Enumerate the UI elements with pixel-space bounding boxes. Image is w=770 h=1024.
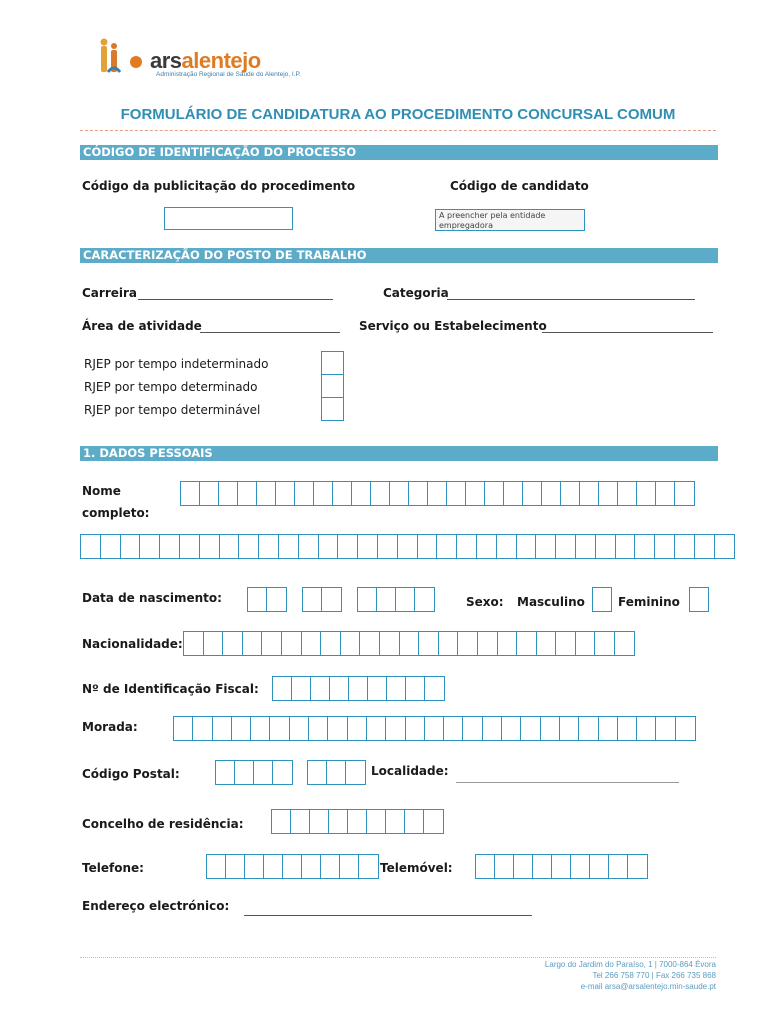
char-cell[interactable] xyxy=(215,760,236,785)
char-cell[interactable] xyxy=(497,631,518,656)
birth-day-cells[interactable] xyxy=(247,587,285,612)
char-cell[interactable] xyxy=(414,587,435,612)
char-cell[interactable] xyxy=(589,854,610,879)
char-cell[interactable] xyxy=(443,716,464,741)
char-cell[interactable] xyxy=(222,631,243,656)
char-cell[interactable] xyxy=(219,534,240,559)
char-cell[interactable] xyxy=(438,631,459,656)
footer-contacts xyxy=(545,959,716,992)
char-cell[interactable] xyxy=(714,534,735,559)
char-cell[interactable] xyxy=(408,481,429,506)
char-cell[interactable] xyxy=(462,716,483,741)
char-cell[interactable] xyxy=(476,534,497,559)
char-cell[interactable] xyxy=(446,481,467,506)
char-cell[interactable] xyxy=(614,631,635,656)
char-cell[interactable] xyxy=(278,534,299,559)
char-cell[interactable] xyxy=(617,716,638,741)
nacionalidade-cells[interactable] xyxy=(183,631,634,656)
char-cell[interactable] xyxy=(636,481,657,506)
char-cell[interactable] xyxy=(347,809,368,834)
char-cell[interactable] xyxy=(318,534,339,559)
char-cell[interactable] xyxy=(540,716,561,741)
birth-date-label: Data de nascimento: xyxy=(82,591,222,605)
char-cell[interactable] xyxy=(389,481,410,506)
char-cell[interactable] xyxy=(513,854,534,879)
char-cell[interactable] xyxy=(405,676,426,701)
char-cell[interactable] xyxy=(636,716,657,741)
rjep-indeterminado-checkbox[interactable] xyxy=(321,351,344,375)
email-label: Endereço electrónico: xyxy=(82,899,230,913)
char-cell[interactable] xyxy=(326,760,347,785)
char-cell[interactable] xyxy=(329,676,350,701)
char-cell[interactable] xyxy=(203,631,224,656)
char-cell[interactable] xyxy=(340,631,361,656)
feminino-checkbox[interactable] xyxy=(689,587,709,612)
localidade-label: Localidade: xyxy=(371,764,449,778)
char-cell[interactable] xyxy=(358,854,379,879)
char-cell[interactable] xyxy=(405,716,426,741)
char-cell[interactable] xyxy=(482,716,503,741)
char-cell[interactable] xyxy=(183,631,204,656)
char-cell[interactable] xyxy=(242,631,263,656)
char-cell[interactable] xyxy=(404,809,425,834)
char-cell[interactable] xyxy=(328,809,349,834)
footer-phone: Tel 266 758 770 | Fax 266 735 868 xyxy=(592,971,716,980)
char-cell[interactable] xyxy=(516,631,537,656)
char-cell[interactable] xyxy=(617,481,638,506)
char-cell[interactable] xyxy=(250,716,271,741)
char-cell[interactable] xyxy=(532,854,553,879)
char-cell[interactable] xyxy=(269,716,290,741)
char-cell[interactable] xyxy=(436,534,457,559)
char-cell[interactable] xyxy=(379,631,400,656)
char-cell[interactable] xyxy=(159,534,180,559)
char-cell[interactable] xyxy=(397,534,418,559)
servico-field[interactable] xyxy=(542,331,713,333)
char-cell[interactable] xyxy=(237,481,258,506)
candidate-code-field: A preencher pela entidade empregadora xyxy=(435,209,585,231)
morada-label: Morada: xyxy=(82,720,138,734)
char-cell[interactable] xyxy=(218,481,239,506)
char-cell[interactable] xyxy=(321,587,342,612)
localidade-field[interactable] xyxy=(456,781,679,783)
char-cell[interactable] xyxy=(298,534,319,559)
section-heading-personal: 1. DADOS PESSOAIS xyxy=(80,446,718,461)
char-cell[interactable] xyxy=(275,481,296,506)
rjep-determinado-checkbox[interactable] xyxy=(321,374,344,398)
char-cell[interactable] xyxy=(424,676,445,701)
char-cell[interactable] xyxy=(351,481,372,506)
telemovel-label: Telemóvel: xyxy=(380,861,453,875)
char-cell[interactable] xyxy=(337,534,358,559)
feminino-label: Feminino xyxy=(618,595,680,609)
char-cell[interactable] xyxy=(494,854,515,879)
char-cell[interactable] xyxy=(423,809,444,834)
morada-cells[interactable] xyxy=(173,716,694,741)
char-cell[interactable] xyxy=(308,716,329,741)
postal-code-label: Código Postal: xyxy=(82,767,180,781)
email-field[interactable] xyxy=(244,914,532,916)
rjep-determinado-label: RJEP por tempo determinado xyxy=(84,380,258,394)
char-cell[interactable] xyxy=(627,854,648,879)
birth-year-cells[interactable] xyxy=(357,587,433,612)
char-cell[interactable] xyxy=(310,676,331,701)
char-cell[interactable] xyxy=(477,631,498,656)
telefone-label: Telefone: xyxy=(82,861,144,875)
nif-cells[interactable] xyxy=(272,676,443,701)
char-cell[interactable] xyxy=(674,534,695,559)
char-cell[interactable] xyxy=(367,676,388,701)
postal-code-cells-b[interactable] xyxy=(307,760,364,785)
char-cell[interactable] xyxy=(253,760,274,785)
telefone-cells[interactable] xyxy=(206,854,377,879)
char-cell[interactable] xyxy=(503,481,524,506)
concelho-label: Concelho de residência: xyxy=(82,817,244,831)
char-cell[interactable] xyxy=(634,534,655,559)
char-cell[interactable] xyxy=(522,481,543,506)
telemovel-cells[interactable] xyxy=(475,854,646,879)
char-cell[interactable] xyxy=(399,631,420,656)
char-cell[interactable] xyxy=(272,760,293,785)
char-cell[interactable] xyxy=(417,534,438,559)
char-cell[interactable] xyxy=(313,481,334,506)
nome-cells-row2[interactable] xyxy=(80,534,733,559)
char-cell[interactable] xyxy=(555,631,576,656)
char-cell[interactable] xyxy=(654,534,675,559)
char-cell[interactable] xyxy=(180,481,201,506)
masculino-checkbox[interactable] xyxy=(592,587,612,612)
char-cell[interactable] xyxy=(301,854,322,879)
char-cell[interactable] xyxy=(120,534,141,559)
char-cell[interactable] xyxy=(359,631,380,656)
char-cell[interactable] xyxy=(271,809,292,834)
char-cell[interactable] xyxy=(386,676,407,701)
rjep-determinavel-checkbox[interactable] xyxy=(321,397,344,421)
char-cell[interactable] xyxy=(385,716,406,741)
nacionalidade-label: Nacionalidade: xyxy=(82,637,183,651)
char-cell[interactable] xyxy=(294,481,315,506)
char-cell[interactable] xyxy=(320,854,341,879)
char-cell[interactable] xyxy=(418,631,439,656)
char-cell[interactable] xyxy=(290,809,311,834)
rjep-indeterminado-label: RJEP por tempo indeterminado xyxy=(84,357,269,371)
char-cell[interactable] xyxy=(212,716,233,741)
char-cell[interactable] xyxy=(238,534,259,559)
char-cell[interactable] xyxy=(615,534,636,559)
carreira-label: Carreira xyxy=(82,286,138,300)
char-cell[interactable] xyxy=(536,631,557,656)
char-cell[interactable] xyxy=(100,534,121,559)
char-cell[interactable] xyxy=(575,534,596,559)
char-cell[interactable] xyxy=(281,631,302,656)
nome-label-line2: completo: xyxy=(82,506,150,520)
char-cell[interactable] xyxy=(179,534,200,559)
char-cell[interactable] xyxy=(376,587,397,612)
candidate-code-label: Código de candidato xyxy=(450,179,589,193)
char-cell[interactable] xyxy=(206,854,227,879)
publication-code-field[interactable] xyxy=(164,207,293,230)
postal-code-cells-a[interactable] xyxy=(215,760,291,785)
char-cell[interactable] xyxy=(570,854,591,879)
char-cell[interactable] xyxy=(309,809,330,834)
char-cell[interactable] xyxy=(655,481,676,506)
footer-divider xyxy=(80,957,716,958)
char-cell[interactable] xyxy=(595,534,616,559)
char-cell[interactable] xyxy=(258,534,279,559)
birth-month-cells[interactable] xyxy=(302,587,340,612)
char-cell[interactable] xyxy=(320,631,341,656)
char-cell[interactable] xyxy=(348,676,369,701)
char-cell[interactable] xyxy=(424,716,445,741)
char-cell[interactable] xyxy=(139,534,160,559)
title-divider xyxy=(80,130,716,131)
char-cell[interactable] xyxy=(80,534,101,559)
char-cell[interactable] xyxy=(465,481,486,506)
char-cell[interactable] xyxy=(366,716,387,741)
char-cell[interactable] xyxy=(395,587,416,612)
char-cell[interactable] xyxy=(516,534,537,559)
char-cell[interactable] xyxy=(501,716,522,741)
char-cell[interactable] xyxy=(370,481,391,506)
char-cell[interactable] xyxy=(541,481,562,506)
section-heading-identification: CÓDIGO DE IDENTIFICAÇÃO DO PROCESSO xyxy=(80,145,718,160)
nome-label-line1: Nome xyxy=(82,484,121,498)
char-cell[interactable] xyxy=(674,481,695,506)
char-cell[interactable] xyxy=(282,854,303,879)
logo-wordmark: arsalentejo xyxy=(150,48,261,73)
masculino-label: Masculino xyxy=(517,595,585,609)
char-cell[interactable] xyxy=(192,716,213,741)
char-cell[interactable] xyxy=(535,534,556,559)
sexo-label: Sexo: xyxy=(466,595,504,609)
char-cell[interactable] xyxy=(520,716,541,741)
concelho-cells[interactable] xyxy=(271,809,442,834)
char-cell[interactable] xyxy=(456,534,477,559)
char-cell[interactable] xyxy=(231,716,252,741)
char-cell[interactable] xyxy=(307,760,328,785)
char-cell[interactable] xyxy=(427,481,448,506)
categoria-field[interactable] xyxy=(447,298,695,300)
ars-logo-icon xyxy=(96,36,148,84)
categoria-label: Categoria xyxy=(383,286,449,300)
char-cell[interactable] xyxy=(199,481,220,506)
char-cell[interactable] xyxy=(496,534,517,559)
char-cell[interactable] xyxy=(694,534,715,559)
char-cell[interactable] xyxy=(244,854,265,879)
char-cell[interactable] xyxy=(199,534,220,559)
char-cell[interactable] xyxy=(555,534,576,559)
char-cell[interactable] xyxy=(655,716,676,741)
char-cell[interactable] xyxy=(266,587,287,612)
char-cell[interactable] xyxy=(377,534,398,559)
char-cell[interactable] xyxy=(347,716,368,741)
char-cell[interactable] xyxy=(272,676,293,701)
char-cell[interactable] xyxy=(385,809,406,834)
area-label: Área de atividade xyxy=(82,319,202,333)
footer-address: Largo do Jardim do Paraíso, 1 | 7000-864 Évora xyxy=(544,960,716,969)
char-cell[interactable] xyxy=(261,631,282,656)
char-cell[interactable] xyxy=(234,760,255,785)
area-field[interactable] xyxy=(200,331,340,333)
section-heading-post: CARACTERIZAÇÃO DO POSTO DE TRABALHO xyxy=(80,248,718,263)
char-cell[interactable] xyxy=(579,481,600,506)
char-cell[interactable] xyxy=(357,534,378,559)
char-cell[interactable] xyxy=(366,809,387,834)
char-cell[interactable] xyxy=(339,854,360,879)
char-cell[interactable] xyxy=(332,481,353,506)
page-title: FORMULÁRIO DE CANDIDATURA AO PROCEDIMENTO CONCURSAL COMUM xyxy=(120,106,676,123)
char-cell[interactable] xyxy=(598,716,619,741)
char-cell[interactable] xyxy=(559,716,580,741)
carreira-field[interactable] xyxy=(138,298,333,300)
char-cell[interactable] xyxy=(289,716,310,741)
char-cell[interactable] xyxy=(302,587,323,612)
char-cell[interactable] xyxy=(608,854,629,879)
nome-cells-row1[interactable] xyxy=(180,481,693,506)
char-cell[interactable] xyxy=(345,760,366,785)
char-cell[interactable] xyxy=(598,481,619,506)
char-cell[interactable] xyxy=(675,716,696,741)
char-cell[interactable] xyxy=(247,587,268,612)
char-cell[interactable] xyxy=(484,481,505,506)
char-cell[interactable] xyxy=(560,481,581,506)
char-cell[interactable] xyxy=(475,854,496,879)
char-cell[interactable] xyxy=(301,631,322,656)
char-cell[interactable] xyxy=(291,676,312,701)
char-cell[interactable] xyxy=(357,587,378,612)
char-cell[interactable] xyxy=(263,854,284,879)
rjep-determinavel-label: RJEP por tempo determinável xyxy=(84,403,261,417)
char-cell[interactable] xyxy=(256,481,277,506)
servico-label: Serviço ou Estabelecimento xyxy=(359,319,547,333)
char-cell[interactable] xyxy=(551,854,572,879)
char-cell[interactable] xyxy=(173,716,194,741)
char-cell[interactable] xyxy=(225,854,246,879)
char-cell[interactable] xyxy=(327,716,348,741)
char-cell[interactable] xyxy=(578,716,599,741)
nif-label: Nº de Identificação Fiscal: xyxy=(82,682,259,696)
char-cell[interactable] xyxy=(594,631,615,656)
char-cell[interactable] xyxy=(575,631,596,656)
footer-email: e-mail arsa@arsalentejo.min-saude.pt xyxy=(580,982,716,991)
publication-code-label: Código da publicitação do procedimento xyxy=(82,179,356,193)
char-cell[interactable] xyxy=(457,631,478,656)
logo-tagline: Administração Regional de Saúde do Alentejo, I.P. xyxy=(156,71,301,78)
